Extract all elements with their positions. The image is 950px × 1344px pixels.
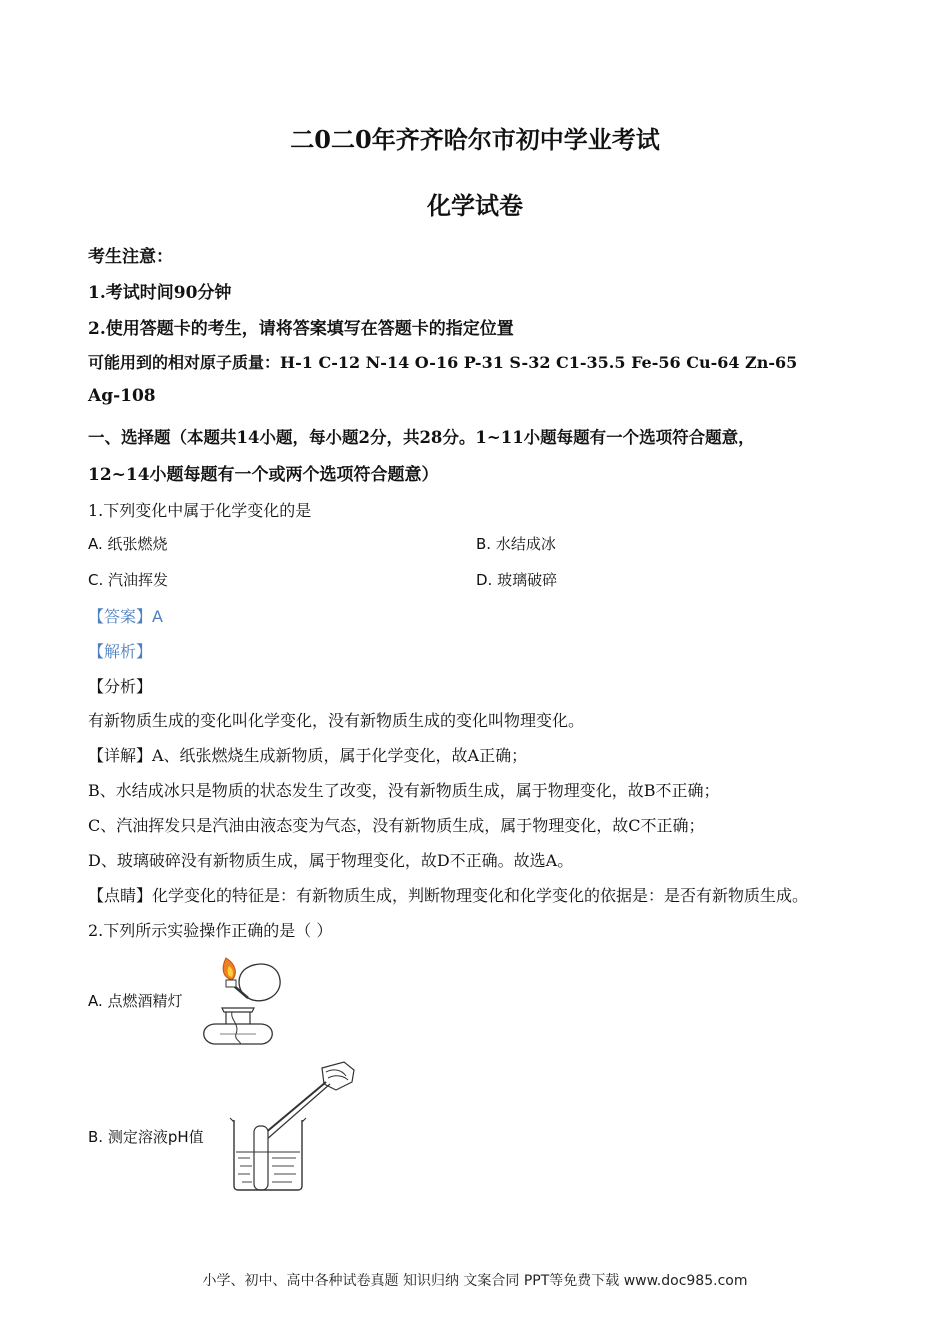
q1-option-d: D. 玻璃破碎: [476, 571, 558, 589]
atomic-masses-cont: Ag-108: [88, 386, 156, 406]
detail-line: 【详解】A、纸张燃烧生成新物质，属于化学变化，故A正确；: [88, 746, 528, 765]
q1-option-b: B. 水结成冰: [476, 535, 556, 553]
page-footer: 小学、初中、高中各种试卷真题 知识归纳 文案合同 PPT等免费下载 www.doc985.com: [202, 1273, 748, 1289]
analysis-label: 【解析】: [88, 642, 153, 661]
comment-line: 【点睛】化学变化的特征是：有新物质生成，判断物理变化和化学变化的依据是：是否有新物质生成。: [88, 886, 809, 905]
detail-line: B、水结成冰只是物质的状态发生了改变，没有新物质生成，属于物理变化，故B不正确；: [88, 781, 720, 800]
notice-heading: 考生注意：: [88, 247, 173, 267]
alcohol-lamp-figure: [196, 950, 288, 1048]
section-heading-cont: 12~14小题每题有一个或两个选项符合题意）: [88, 465, 439, 485]
answer-row: [88, 604, 163, 627]
section-heading: 一、选择题（本题共14小题，每小题2分，共28分。1~11小题每题有一个选项符合题意，: [88, 428, 755, 447]
detail-line: C、汽油挥发只是汽油由液态变为气态，没有新物质生成，属于物理变化，故C不正确；: [88, 816, 705, 835]
ph-test-figure: [226, 1060, 360, 1192]
q2-option-a: A. 点燃酒精灯: [88, 992, 183, 1010]
atomic-masses: 可能用到的相对原子质量：H-1 C-12 N-14 O-16 P-31 S-32 C1-35.5 Fe-56 Cu-64 Zn-65: [88, 353, 798, 372]
notice-item: 2.使用答题卡的考生，请将答案填写在答题卡的指定位置: [88, 319, 514, 339]
exam-title: 二0二0年齐齐哈尔市初中学业考试: [290, 125, 660, 154]
question-2-stem: 2.下列所示实验操作正确的是（ ）: [88, 921, 333, 940]
q1-option-a: A. 纸张燃烧: [88, 535, 168, 553]
fenxi-text: 有新物质生成的变化叫化学变化，没有新物质生成的变化叫物理变化。: [88, 711, 585, 730]
notice-item: 1.考试时间90分钟: [88, 283, 232, 303]
question-1-stem: 1.下列变化中属于化学变化的是: [88, 501, 312, 520]
q1-option-c: C. 汽油挥发: [88, 571, 169, 589]
answer-label: 【答案】: [88, 607, 153, 626]
answer-value: A: [152, 607, 163, 626]
detail-line: D、玻璃破碎没有新物质生成，属于物理变化，故D不正确。故选A。: [88, 851, 574, 870]
fenxi-label: 【分析】: [88, 677, 153, 696]
exam-subtitle: 化学试卷: [427, 191, 523, 220]
q2-option-b: B. 测定溶液pH值: [88, 1128, 204, 1146]
